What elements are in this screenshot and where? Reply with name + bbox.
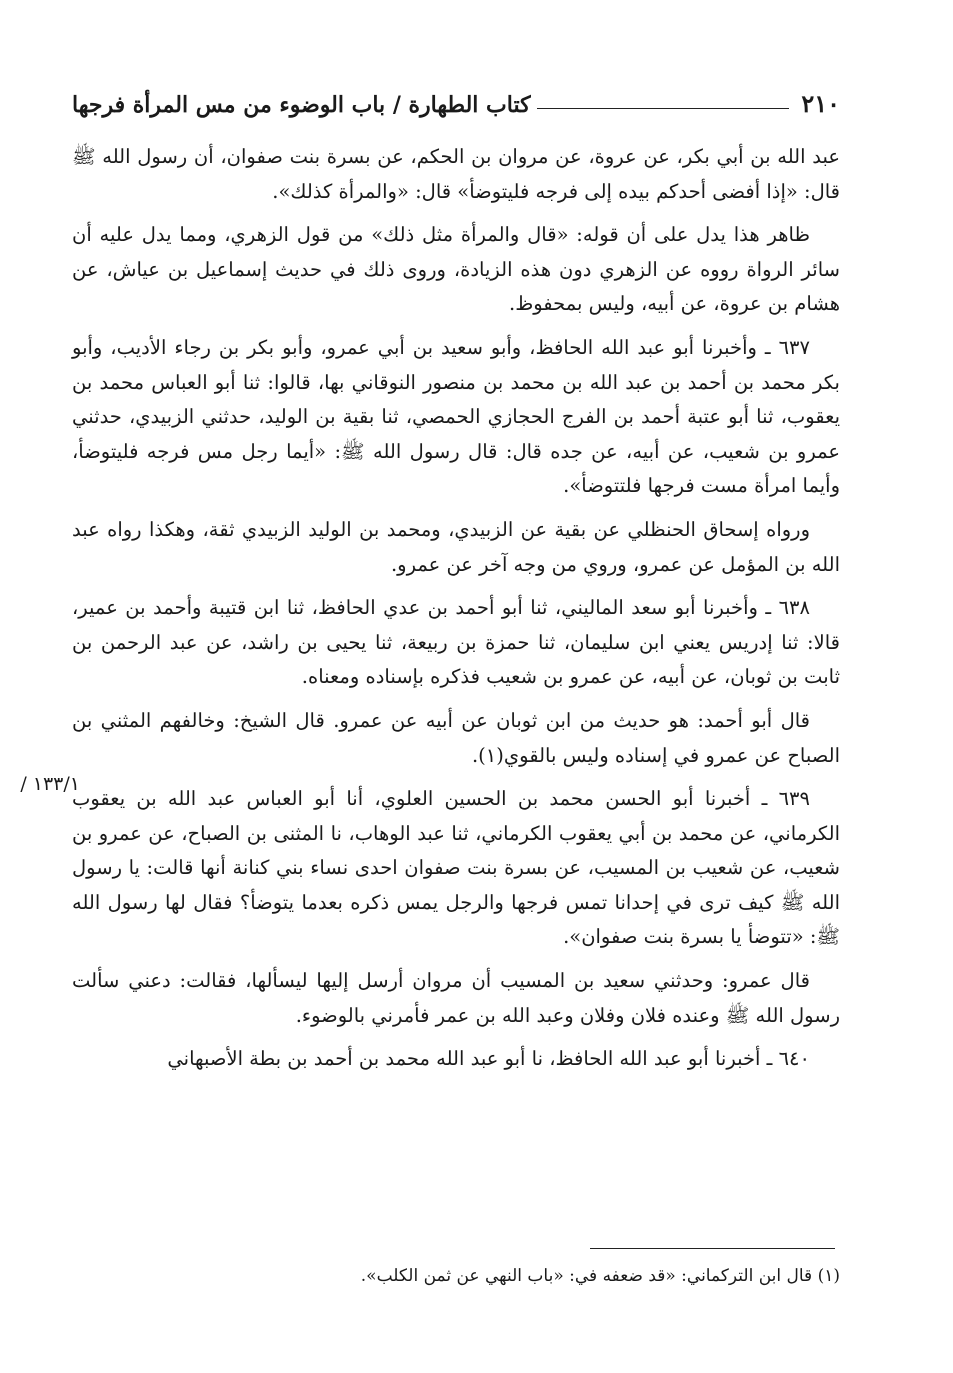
footnote-rule xyxy=(590,1248,835,1249)
paragraph-2: ظاهر هذا يدل على أن قوله: «قال والمرأة مثل ذلك» من قول الزهري، ومما يدل عليه أن سائر الرواة رووه عن الزهري دون هذه الزيادة، وروى ذلك في حديث إسماعيل بن عياش، عن هشام بن عروة، عن أبيه، وليس بمحفوظ. xyxy=(72,223,840,316)
paragraph-8: قال عمرو: وحدثني سعيد بن المسيب أن مروان أرسل إليها ليسألها، فقالت: دعني سألت رسول الله ﷺ وعنده فلان وفلان وعبد الله بن عمر فأمرني بالوضوء. xyxy=(72,969,840,1027)
page-number: ٢١٠ xyxy=(801,89,840,118)
paragraph-1: عبد الله بن أبي بكر، عن عروة، عن مروان بن الحكم، عن بسرة بنت صفوان، أن رسول الله ﷺ قال: «إذا أفضى أحدكم بيده إلى فرجه فليتوضأ» قال: «والمرأة كذلك». xyxy=(72,145,840,203)
running-header xyxy=(72,84,840,118)
header-rule xyxy=(537,108,790,109)
footnote-1: (١) قال ابن التركماني: «قد ضعفه في: «باب النهي عن ثمن الكلب». xyxy=(360,1266,840,1286)
hadith-640: ٦٤٠ ـ أخبرنا أبو عبد الله الحافظ، نا أبو عبد الله محمد بن أحمد بن بطة الأصبهاني xyxy=(167,1047,810,1071)
hadith-638: ٦٣٨ ـ وأخبرنا أبو سعد الماليني، ثنا أبو أحمد بن عدي الحافظ، ثنا ابن قتيبة وأحمد بن عمير، قالا: ثنا إدريس يعني ابن سليمان، ثنا حمزة بن ربيعة، ثنا يحيى بن راشد، عن عبد الرحمن بن ثابت بن ثوبان، عن أبيه، عن عمرو بن شعيب فذكره بإسناده ومعناه. xyxy=(72,596,840,689)
paragraph-4: ورواه إسحاق الحنظلي عن بقية عن الزبيدي، ومحمد بن الوليد الزبيدي ثقة، وهكذا رواه عبد الله بن المؤمل عن عمرو، وروي من وجه آخر عن عمرو. xyxy=(72,517,840,576)
margin-volume-reference: ١٣٣/١ / xyxy=(20,773,80,795)
hadith-639: ٦٣٩ ـ أخبرنا أبو الحسن محمد بن الحسين العلوي، أنا أبو العباس عبد الله بن يعقوب الكرماني، عن محمد بن أبي يعقوب الكرماني، ثنا عبد الوهاب، نا المثنى بن الصباح، عن عمرو بن شعيب، عن شعيب بن المسيب، عن بسرة بنت صفوان احدى نساء بني كنانة أنها قالت: يا رسول الله ﷺ كيف ترى في إحدانا تمس فرجها والرجل يمس ذكره بعدما يتوضأ؟ فقال لها رسول الله ﷺ: «تتوضأ يا بسرة بنت صفوان». xyxy=(72,787,840,949)
main-text xyxy=(72,140,840,1086)
running-title: كتاب الطهارة / باب الوضوء من مس المرأة فرجها xyxy=(72,92,531,118)
paragraph-6: قال أبو أحمد: هو حديث من ابن ثوبان عن أبيه عن عمرو. قال الشيخ: وخالفهم المثني بن الصباح عن عمرو في إسناده وليس بالقوي(١). xyxy=(72,708,840,767)
hadith-637: ٦٣٧ ـ وأخبرنا أبو عبد الله الحافظ، وأبو سعيد بن أبي عمرو، وأبو بكر بن رجاء الأديب، وأبو بكر محمد بن أحمد بن عبد الله بن محمد بن منصور النوقاني بها، قالوا: ثنا أبو العباس محمد بن يعقوب، ثنا أبو عتبة أحمد بن الفرج الحجازي الحمصي، ثنا بقية بن الوليد، حدثني الزبيدي، حدثني عمرو بن شعيب، عن أبيه، عن جده قال: قال رسول الله ﷺ: «أيما رجل مس فرجه فليتوضأ، وأيما امرأة مست فرجها فلتتوضأ». xyxy=(72,335,840,498)
